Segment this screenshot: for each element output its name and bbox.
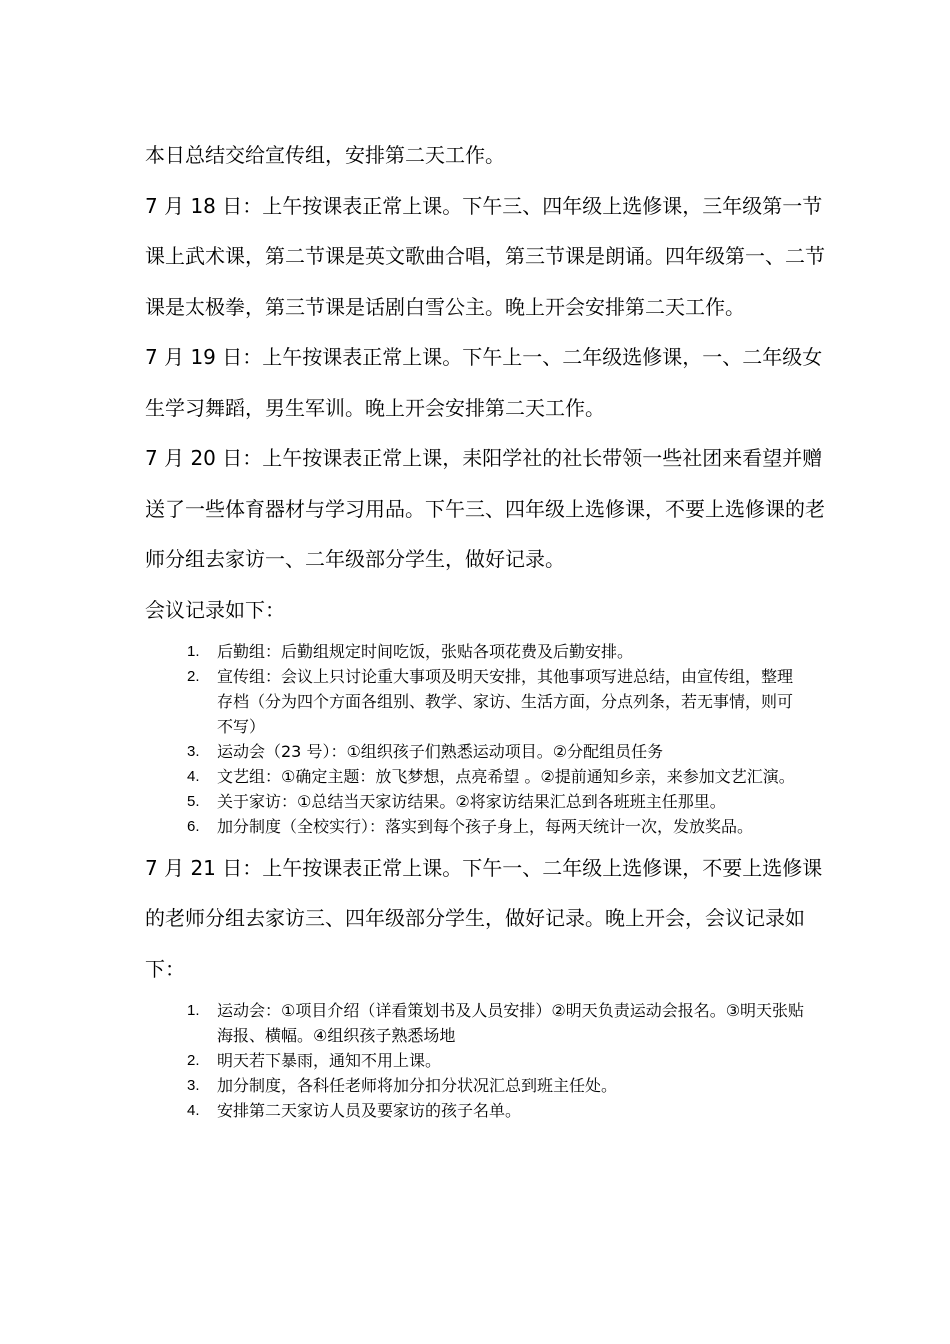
list-text: 文艺组：①确定主题：放飞梦想，点亮希望 。②提前通知乡亲，来参加文艺汇演。 [217,766,795,786]
list-text: 安排第二天家访人员及要家访的孩子名单。 [217,1101,522,1120]
list-text: 运动会（23 号）：①组织孩子们熟悉运动项目。②分配组员任务 [217,741,664,761]
list-item [145,764,835,789]
list-item [145,814,835,839]
list-item [145,1048,835,1073]
paragraph-july-21: 7 月 21 日：上午按课表正常上课。下午一、二年级上选修课，不要上选修课的老师分组去家访三、四年级部分学生，做好记录。晚上开会，会议记录如下： [145,855,823,981]
list-text: 关于家访：①总结当天家访结果。②将家访结果汇总到各班班主任那里。 [217,791,726,811]
list-number: 2. [187,1052,200,1069]
list-text: 加分制度（全校实行）：落实到每个孩子身上，每两天统计一次，发放奖品。 [217,816,754,836]
list-text: 加分制度，各科任老师将加分扣分状况汇总到班主任处。 [217,1076,618,1095]
paragraph-july-18: 7 月 18 日：上午按课表正常上课。下午三、四年级上选修课，三年级第一节课上武术课，第二节课是英文歌曲合唱，第三节课是朗诵。四年级第一、二节课是太极拳，第三节课是话剧白雪公主。晚上开会安排第二天工作。 [145,193,825,319]
list-number: 4. [187,1102,200,1119]
list-item [145,1098,835,1123]
list-item [145,664,835,739]
document-body [145,130,835,1127]
list-number: 1. [187,1002,200,1019]
list-text: 宣传组：会议上只讨论重大事项及明天安排，其他事项写进总结，由宣传组，整理存档（分为四个方面各组别、教学、家访、生活方面，分点列条，若无事情，则可不写） [217,666,794,736]
meeting-list-july-20 [145,639,835,839]
list-item [145,639,835,664]
list-number: 1. [187,642,200,660]
paragraph-july-20: 7 月 20 日：上午按课表正常上课，耒阳学社的社长带领一些社团来看望并赠送了一些体育器材与学习用品。下午三、四年级上选修课，不要上选修课的老师分组去家访一、二年级部分学生，做好记录。 [145,446,825,571]
paragraph-july-19: 7 月 19 日：上午按课表正常上课。下午上一、二年级选修课，一、二年级女生学习舞蹈，男生军训。晚上开会安排第二天工作。 [145,345,823,420]
list-text: 运动会：①项目介绍（详看策划书及人员安排）②明天负责运动会报名。③明天张贴海报、横幅。④组织孩子熟悉场地 [217,1001,805,1045]
list-number: 3. [187,742,200,760]
paragraph-meeting-heading: 会议记录如下： [145,597,285,622]
list-number: 5. [187,792,200,810]
list-text: 后勤组：后勤组规定时间吃饭，张贴各项花费及后勤安排。 [217,641,634,661]
list-number: 4. [187,767,200,785]
list-item [145,998,835,1048]
meeting-list-july-21 [145,998,835,1123]
list-item [145,739,835,764]
list-item [145,789,835,814]
list-item [145,1073,835,1098]
list-number: 3. [187,1077,200,1094]
paragraph-summary: 本日总结交给宣传组，安排第二天工作。 [145,143,505,167]
list-number: 2. [187,667,200,685]
list-text: 明天若下暴雨，通知不用上课。 [217,1051,442,1070]
list-number: 6. [187,817,200,835]
